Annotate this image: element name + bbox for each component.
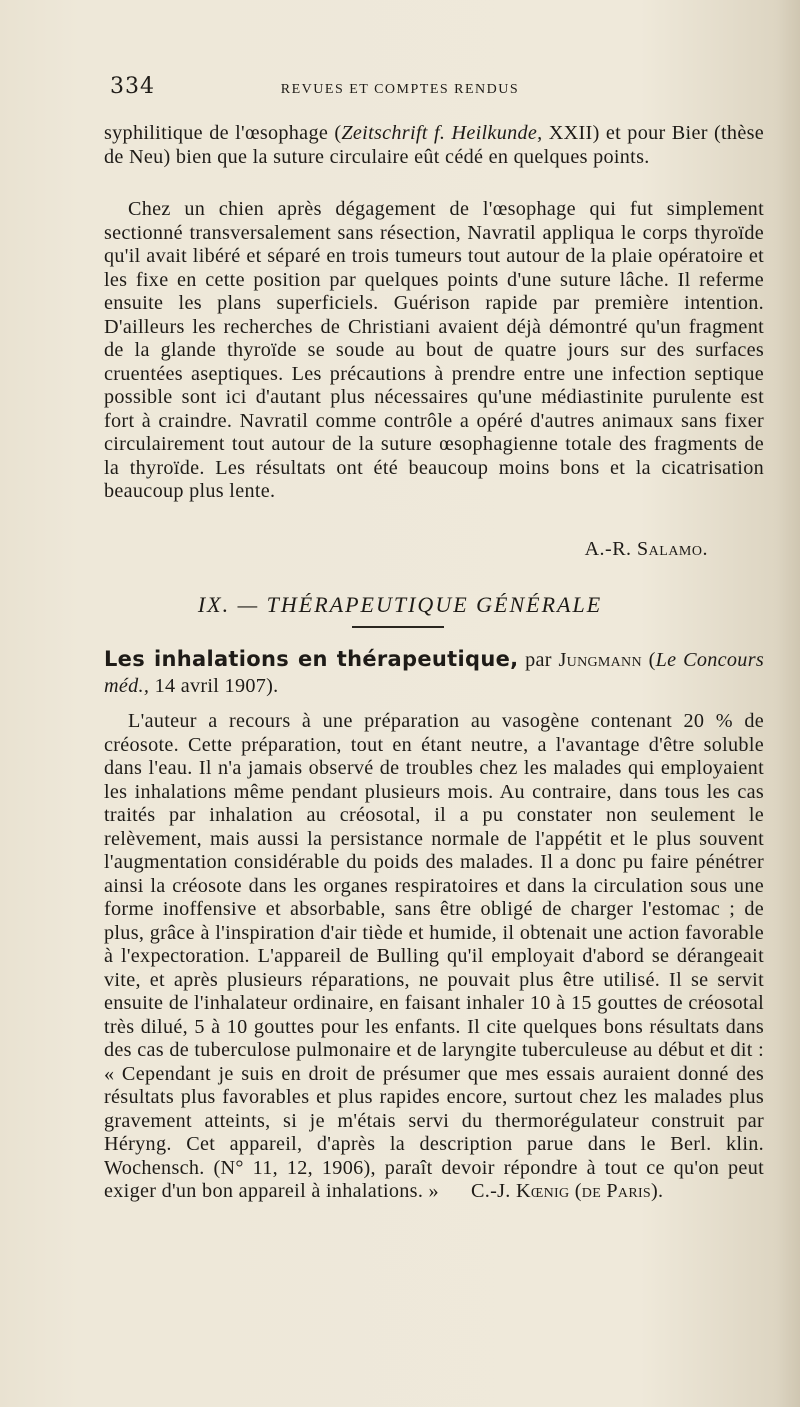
article-heading bbox=[104, 646, 764, 699]
source-paren: ( bbox=[641, 649, 656, 671]
journal-name: Zeitschrift f. Heilkunde, bbox=[341, 122, 543, 144]
section-heading: REVUES ET COMPTES RENDUS bbox=[280, 82, 520, 97]
article-author: Jungmann bbox=[558, 649, 642, 671]
paragraph-navratil: Chez un chien après dégagement de l'œsophage qui fut simplement sectionné transversalement sans résection, Navratil appliqua le corps thyroïde qu'il avait libéré et séparé en trois tumeurs tout autour de la plaie opératoire et les fixe en cette position par quelques points d'une suture lâche. Il referme ensuite les plans superficiels. Guérison rapide par première intention. D'ailleurs les recherches de Christiani avaient déjà démontré qu'un fragment de la glande thyroïde se soude au bout de quatre jours sur des surfaces cruentées aseptiques. Les précautions à prendre entre une infection septique possible sont ici d'autant plus nécessaires qu'une médiastinite purulente est fort à craindre. Navratil comme contrôle a opéré d'autres animaux sans fixer circulairement tout autour de la suture œsophagienne totale des fragments de la thyroïde. Les résultats ont été beaucoup moins bons et la cicatrisation beaucoup plus lente. bbox=[104, 198, 764, 502]
running-header bbox=[0, 74, 800, 104]
page-number: 334 bbox=[110, 74, 155, 99]
text-run: syphilitique de l'œsophage ( bbox=[104, 122, 342, 144]
signature-koenig: C.-J. Kœnig (de Paris). bbox=[471, 1180, 664, 1202]
article-body-text: L'auteur a recours à une préparation au vasogène contenant 20 % de créosote. Cette préparation, tout en étant neutre, a l'avantage d'être soluble dans l'eau. Il n'a jamais observé de troubles chez les malades qui employaient les inhalations même pendant plusieurs mois. Au contraire, dans tous les cas traités par inhalation au créosotal, il a pu constater non seulement le relèvement, mais aussi la persistance normale de l'appétit et le plus souvent l'augmentation considérable du poids des malades. Il a donc pu faire pénétrer ainsi la créosote dans les organes respiratoires et dans la circulation sous une forme inoffensive et absorbable, sans être obligé de charger l'estomac ; de plus, grâce à l'inspiration d'air tiède et humide, il obtenait une action favorable à l'expectoration. L'appareil de Bulling qu'il employait d'abord se dérangeait vite, et après plusieurs réparations, ne pouvait plus être utilisé. Il se servit ensuite de l'inhalateur ordinaire, en faisant inhaler 10 à 15 gouttes de créosotal très dilué, 5 à 10 gouttes pour les enfants. Il cite quelques bons résultats dans des cas de tuberculose pulmonaire et de laryngite tuberculeuse au début et dit : « Cependant je suis en droit de présumer que mes essais auraient donné des résultats plus favorables et plus rapides encore, surtout chez les malades plus gravement atteints, si je m'étais servi du thermorégulateur construit par Héryng. Cet appareil, d'après la description parue dans le Berl. klin. Wochensch. (N° 11, 12, 1906), paraît devoir répondre à tout ce qu'on peut exiger d'un bon appareil à inhalations. » bbox=[104, 710, 764, 1202]
signature-gap bbox=[439, 1180, 471, 1202]
source-journal: Le Concours méd., bbox=[104, 649, 765, 697]
chapter-title: IX. — THÉRAPEUTIQUE GÉNÉRALE bbox=[197, 592, 603, 617]
paragraph-continuation bbox=[104, 122, 764, 169]
article-body bbox=[104, 710, 764, 1204]
source-date: 14 avril 1907). bbox=[149, 675, 279, 697]
chapter-rule bbox=[352, 626, 444, 628]
text-run: XXII) et pour Bier (thèse de Neu) bien que la suture circulaire eût cédé en quelques points. bbox=[104, 122, 764, 168]
byline-par: par bbox=[518, 649, 559, 671]
article-title: Les inhalations en thérapeutique, bbox=[104, 647, 519, 671]
signature-salamo: A.-R. Salamo. bbox=[584, 538, 708, 560]
